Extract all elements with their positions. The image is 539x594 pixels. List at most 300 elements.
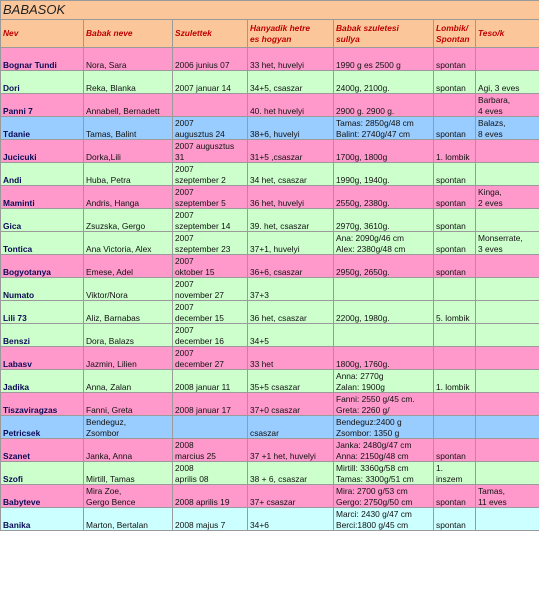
cell-szulettek[interactable]: [173, 278, 248, 301]
cell-teso[interactable]: [476, 163, 539, 186]
header-teso: [476, 20, 539, 48]
cell-line: 2008 majus 7: [175, 519, 226, 530]
cell-lombik-spontan[interactable]: [434, 278, 476, 301]
cell-line: Mira: 2700 g/53 cm: [336, 486, 408, 497]
cell-szulettek[interactable]: [173, 163, 248, 186]
cell-babak-neve[interactable]: [84, 71, 173, 94]
cell-line: 37+0 csaszar: [250, 404, 301, 415]
cell-suly[interactable]: [334, 163, 434, 186]
cell-babak-neve[interactable]: [84, 416, 173, 439]
cell-suly[interactable]: [334, 370, 434, 393]
cell-line: Jadika: [3, 381, 30, 392]
cell-line: Lili 73: [3, 312, 27, 323]
cell-line: 8 eves: [478, 128, 503, 139]
cell-line: 2007: [175, 279, 194, 290]
cell-het-es-mod[interactable]: [248, 508, 334, 531]
cell-lombik-spontan[interactable]: [434, 94, 476, 117]
cell-line: november 27: [175, 289, 224, 300]
cell-suly[interactable]: [334, 393, 434, 416]
table-row: [1, 508, 539, 531]
table-row: [1, 140, 539, 163]
cell-teso[interactable]: [476, 485, 539, 508]
cell-het-es-mod[interactable]: [248, 370, 334, 393]
cell-babak-neve[interactable]: [84, 94, 173, 117]
cell-teso[interactable]: [476, 508, 539, 531]
cell-suly[interactable]: [334, 278, 434, 301]
cell-nev[interactable]: [1, 416, 84, 439]
cell-line: Petricsek: [3, 427, 41, 438]
cell-szulettek[interactable]: [173, 71, 248, 94]
cell-teso[interactable]: [476, 439, 539, 462]
cell-line: Andris, Hanga: [86, 197, 140, 208]
cell-nev[interactable]: [1, 186, 84, 209]
cell-het-es-mod[interactable]: [248, 140, 334, 163]
cell-line: 1. lombik: [436, 151, 470, 162]
cell-line: 2950g, 2650g.: [336, 266, 390, 277]
cell-line: 2900 g. 2900 g.: [336, 105, 395, 116]
cell-line: Zsombor: [86, 427, 120, 438]
cell-line: 2008: [175, 440, 194, 451]
cell-nev[interactable]: [1, 71, 84, 94]
cell-lombik-spontan[interactable]: [434, 301, 476, 324]
cell-nev[interactable]: [1, 232, 84, 255]
cell-line: 1800g, 1760g.: [336, 358, 390, 369]
cell-teso[interactable]: [476, 347, 539, 370]
cell-szulettek[interactable]: [173, 393, 248, 416]
cell-line: Barbara,: [478, 95, 511, 106]
cell-line: 36+6, csaszar: [250, 266, 303, 277]
cell-nev[interactable]: [1, 347, 84, 370]
cell-babak-neve[interactable]: [84, 462, 173, 485]
cell-line: Balint: 2740g/47 cm: [336, 128, 411, 139]
header-suly: [334, 20, 434, 48]
cell-lombik-spontan[interactable]: [434, 209, 476, 232]
cell-het-es-mod[interactable]: [248, 278, 334, 301]
cell-lombik-spontan[interactable]: [434, 439, 476, 462]
cell-line: 2007: [175, 256, 194, 267]
cell-nev[interactable]: [1, 301, 84, 324]
cell-line: 1990 g es 2500 g: [336, 59, 401, 70]
cell-teso[interactable]: [476, 140, 539, 163]
table-row: [1, 255, 539, 278]
cell-line: Hanyadik hetre: [250, 23, 311, 34]
cell-teso[interactable]: [476, 186, 539, 209]
cell-suly[interactable]: [334, 439, 434, 462]
cell-line: Bendeguz:2400 g: [336, 417, 402, 428]
cell-line: Anna, Zalan: [86, 381, 132, 392]
cell-line: 5. lombik: [436, 312, 470, 323]
cell-szulettek[interactable]: [173, 186, 248, 209]
cell-line: 35+5 csaszar: [250, 381, 301, 392]
cell-het-es-mod[interactable]: [248, 232, 334, 255]
cell-line: Berci:1800 g/45 cm: [336, 519, 409, 530]
cell-lombik-spontan[interactable]: [434, 71, 476, 94]
cell-line: december 15: [175, 312, 224, 323]
cell-line: 4 eves: [478, 105, 503, 116]
cell-line: Monserrate,: [478, 233, 523, 244]
cell-lombik-spontan[interactable]: [434, 140, 476, 163]
cell-het-es-mod[interactable]: [248, 71, 334, 94]
cell-babak-neve[interactable]: [84, 163, 173, 186]
cell-het-es-mod[interactable]: [248, 163, 334, 186]
cell-lombik-spontan[interactable]: [434, 393, 476, 416]
cell-line: Lombik/: [436, 23, 469, 34]
cell-line: Gica: [3, 220, 22, 231]
cell-suly[interactable]: [334, 324, 434, 347]
cell-suly[interactable]: [334, 416, 434, 439]
cell-line: Marci: 2430 g/47 cm: [336, 509, 412, 520]
cell-het-es-mod[interactable]: [248, 117, 334, 140]
cell-het-es-mod[interactable]: [248, 324, 334, 347]
cell-line: Bendeguz,: [86, 417, 127, 428]
table-row: [1, 370, 539, 393]
cell-line: Tamas, Balint: [86, 128, 137, 139]
cell-szulettek[interactable]: [173, 140, 248, 163]
cell-line: spontan: [436, 519, 466, 530]
cell-line: 2007: [175, 164, 194, 175]
cell-line: 2006 junius 07: [175, 59, 230, 70]
cell-lombik-spontan[interactable]: [434, 186, 476, 209]
cell-nev[interactable]: [1, 278, 84, 301]
cell-line: 2007 januar 14: [175, 82, 231, 93]
sheet-title: BABASOK: [1, 1, 539, 20]
cell-het-es-mod[interactable]: [248, 462, 334, 485]
cell-szulettek[interactable]: [173, 255, 248, 278]
cell-nev[interactable]: [1, 163, 84, 186]
cell-line: Numato: [3, 289, 35, 300]
cell-line: 3 eves: [478, 243, 503, 254]
cell-nev[interactable]: [1, 485, 84, 508]
cell-line: Jazmin, Lilien: [86, 358, 137, 369]
cell-nev[interactable]: [1, 393, 84, 416]
cell-line: Nora, Sara: [86, 59, 127, 70]
table-row: [1, 94, 539, 117]
cell-lombik-spontan[interactable]: [434, 347, 476, 370]
table-row: [1, 186, 539, 209]
cell-line: Benszi: [3, 335, 30, 346]
cell-teso[interactable]: [476, 462, 539, 485]
cell-teso[interactable]: [476, 48, 539, 71]
cell-suly[interactable]: [334, 48, 434, 71]
cell-line: 11 eves: [478, 496, 507, 507]
cell-nev[interactable]: [1, 462, 84, 485]
table-row: [1, 48, 539, 71]
cell-teso[interactable]: [476, 71, 539, 94]
cell-teso[interactable]: [476, 255, 539, 278]
table-row: [1, 301, 539, 324]
cell-line: Ana Victoria, Alex: [86, 243, 152, 254]
cell-line: Mirtill, Tamas: [86, 473, 135, 484]
cell-line: Tamas: 3300g/51 cm: [336, 473, 414, 484]
cell-line: december 27: [175, 358, 224, 369]
cell-line: 2007: [175, 118, 194, 129]
cell-line: 40. het huvelyi: [250, 105, 305, 116]
cell-line: 33 het: [250, 358, 274, 369]
cell-teso[interactable]: [476, 278, 539, 301]
cell-szulettek[interactable]: [173, 462, 248, 485]
cell-teso[interactable]: [476, 209, 539, 232]
cell-nev[interactable]: [1, 508, 84, 531]
header-nev: [1, 20, 84, 48]
cell-lombik-spontan[interactable]: [434, 232, 476, 255]
cell-suly[interactable]: [334, 485, 434, 508]
cell-line: szeptember 2: [175, 174, 226, 185]
cell-suly[interactable]: [334, 140, 434, 163]
cell-line: Annabell, Bernadett: [86, 105, 160, 116]
cell-teso[interactable]: [476, 393, 539, 416]
cell-babak-neve[interactable]: [84, 485, 173, 508]
cell-het-es-mod[interactable]: [248, 393, 334, 416]
cell-line: 34 het, csaszar: [250, 174, 307, 185]
cell-het-es-mod[interactable]: [248, 439, 334, 462]
cell-szulettek[interactable]: [173, 324, 248, 347]
cell-lombik-spontan[interactable]: [434, 416, 476, 439]
cell-line: spontan: [436, 266, 466, 277]
cell-szulettek[interactable]: [173, 508, 248, 531]
cell-suly[interactable]: [334, 232, 434, 255]
cell-szulettek[interactable]: [173, 301, 248, 324]
cell-szulettek[interactable]: [173, 94, 248, 117]
cell-szulettek[interactable]: [173, 370, 248, 393]
cell-babak-neve[interactable]: [84, 255, 173, 278]
cell-line: csaszar: [250, 427, 279, 438]
cell-lombik-spontan[interactable]: [434, 163, 476, 186]
cell-lombik-spontan[interactable]: [434, 48, 476, 71]
cell-line: Zalan: 1900g: [336, 381, 385, 392]
cell-lombik-spontan[interactable]: [434, 508, 476, 531]
cell-suly[interactable]: [334, 462, 434, 485]
cell-szulettek[interactable]: [173, 416, 248, 439]
cell-line: es hogyan: [250, 33, 292, 44]
cell-het-es-mod[interactable]: [248, 301, 334, 324]
cell-teso[interactable]: [476, 232, 539, 255]
cell-line: 1990g, 1940g.: [336, 174, 390, 185]
cell-babak-neve[interactable]: [84, 209, 173, 232]
cell-babak-neve[interactable]: [84, 301, 173, 324]
cell-suly[interactable]: [334, 508, 434, 531]
cell-babak-neve[interactable]: [84, 324, 173, 347]
cell-suly[interactable]: [334, 117, 434, 140]
cell-line: spontan: [436, 174, 466, 185]
cell-line: Ana: 2090g/46 cm: [336, 233, 404, 244]
cell-line: spontan: [436, 243, 466, 254]
cell-szulettek[interactable]: [173, 209, 248, 232]
cell-lombik-spontan[interactable]: [434, 255, 476, 278]
cell-line: Szofi: [3, 473, 24, 484]
cell-line: 2007: [175, 210, 194, 221]
cell-suly[interactable]: [334, 71, 434, 94]
cell-line: Jucicuki: [3, 151, 37, 162]
cell-babak-neve[interactable]: [84, 347, 173, 370]
cell-babak-neve[interactable]: [84, 439, 173, 462]
cell-line: szeptember 5: [175, 197, 226, 208]
cell-szulettek[interactable]: [173, 347, 248, 370]
cell-line: 34+6: [250, 519, 269, 530]
cell-teso[interactable]: [476, 94, 539, 117]
cell-line: Janka: 2480g/47 cm: [336, 440, 412, 451]
cell-nev[interactable]: [1, 209, 84, 232]
cell-szulettek[interactable]: [173, 485, 248, 508]
cell-babak-neve[interactable]: [84, 393, 173, 416]
cell-szulettek[interactable]: [173, 48, 248, 71]
cell-line: Nev: [3, 28, 19, 39]
cell-line: Marton, Bertalan: [86, 519, 148, 530]
cell-suly[interactable]: [334, 186, 434, 209]
cell-lombik-spontan[interactable]: [434, 485, 476, 508]
cell-line: Agi, 3 eves: [478, 82, 520, 93]
cell-het-es-mod[interactable]: [248, 94, 334, 117]
cell-suly[interactable]: [334, 94, 434, 117]
cell-line: sullya: [336, 33, 360, 44]
cell-babak-neve[interactable]: [84, 117, 173, 140]
cell-babak-neve[interactable]: [84, 278, 173, 301]
cell-line: 31+5 ,csaszar: [250, 151, 303, 162]
cell-szulettek[interactable]: [173, 117, 248, 140]
cell-line: Zsuzska, Gergo: [86, 220, 146, 231]
cell-line: 2550g, 2380g.: [336, 197, 390, 208]
cell-line: 36 het, csaszar: [250, 312, 307, 323]
cell-line: 2970g, 3610g.: [336, 220, 390, 231]
cell-line: Anna: 2770g: [336, 371, 384, 382]
cell-line: 1. lombik: [436, 381, 470, 392]
table-row: [1, 324, 539, 347]
cell-line: Spontan: [436, 33, 470, 44]
cell-line: spontan: [436, 450, 466, 461]
cell-nev[interactable]: [1, 48, 84, 71]
cell-line: Szulettek: [175, 28, 212, 39]
cell-line: Reka, Blanka: [86, 82, 136, 93]
cell-line: 2008 januar 11: [175, 381, 231, 392]
cell-line: 37 +1 het, huvelyi: [250, 450, 316, 461]
cell-line: 36 het, huvelyi: [250, 197, 305, 208]
cell-line: december 16: [175, 335, 224, 346]
cell-suly[interactable]: [334, 347, 434, 370]
cell-babak-neve[interactable]: [84, 48, 173, 71]
table-row: [1, 485, 539, 508]
cell-lombik-spontan[interactable]: [434, 324, 476, 347]
cell-line: spontan: [436, 128, 466, 139]
table-row: [1, 439, 539, 462]
cell-line: aprilis 08: [175, 473, 209, 484]
cell-line: Fanni, Greta: [86, 404, 133, 415]
cell-het-es-mod[interactable]: [248, 347, 334, 370]
cell-line: 38+6, huvelyi: [250, 128, 300, 139]
cell-line: oktober 15: [175, 266, 215, 277]
cell-het-es-mod[interactable]: [248, 416, 334, 439]
cell-babak-neve[interactable]: [84, 186, 173, 209]
cell-line: Teso/k: [478, 28, 505, 39]
cell-lombik-spontan[interactable]: [434, 117, 476, 140]
cell-nev[interactable]: [1, 94, 84, 117]
cell-teso[interactable]: [476, 416, 539, 439]
cell-teso[interactable]: [476, 117, 539, 140]
table-row: [1, 232, 539, 255]
table-row: [1, 347, 539, 370]
cell-line: Babyteve: [3, 496, 41, 507]
cell-line: Tamas: 2850g/48 cm: [336, 118, 414, 129]
cell-line: Anna: 2150g/48 cm: [336, 450, 409, 461]
cell-babak-neve[interactable]: [84, 140, 173, 163]
cell-babak-neve[interactable]: [84, 370, 173, 393]
cell-line: 2007: [175, 325, 194, 336]
cell-teso[interactable]: [476, 370, 539, 393]
cell-line: Emese, Adel: [86, 266, 134, 277]
table-row: [1, 163, 539, 186]
cell-nev[interactable]: [1, 140, 84, 163]
cell-line: marcius 25: [175, 450, 216, 461]
header-het-es-mod: [248, 20, 334, 48]
cell-nev[interactable]: [1, 255, 84, 278]
cell-teso[interactable]: [476, 324, 539, 347]
cell-line: 34+5: [250, 335, 269, 346]
cell-lombik-spontan[interactable]: [434, 462, 476, 485]
cell-line: Labasv: [3, 358, 32, 369]
table-row: [1, 393, 539, 416]
cell-het-es-mod[interactable]: [248, 255, 334, 278]
table-row: [1, 209, 539, 232]
cell-nev[interactable]: [1, 117, 84, 140]
cell-line: Maminti: [3, 197, 35, 208]
cell-szulettek[interactable]: [173, 232, 248, 255]
cell-babak-neve[interactable]: [84, 232, 173, 255]
cell-lombik-spontan[interactable]: [434, 370, 476, 393]
cell-line: 2400g, 2100g.: [336, 82, 390, 93]
table-row: [1, 117, 539, 140]
cell-line: 1.: [436, 463, 443, 474]
cell-line: 39. het, csaszar: [250, 220, 310, 231]
cell-line: spontan: [436, 59, 466, 70]
cell-line: inszem: [436, 473, 463, 484]
cell-suly[interactable]: [334, 301, 434, 324]
cell-line: Tontica: [3, 243, 33, 254]
cell-line: Babak szuletesi: [336, 23, 399, 34]
cell-het-es-mod[interactable]: [248, 186, 334, 209]
cell-line: 37+3: [250, 289, 269, 300]
cell-line: spontan: [436, 496, 466, 507]
cell-line: Dora, Balazs: [86, 335, 134, 346]
cell-line: 2007: [175, 233, 194, 244]
cell-line: Mira Zoe,: [86, 486, 122, 497]
cell-line: Tiszaviragzas: [3, 404, 58, 415]
cell-line: Huba, Petra: [86, 174, 131, 185]
cell-line: Tdanie: [3, 128, 30, 139]
cell-nev[interactable]: [1, 439, 84, 462]
cell-line: 2007: [175, 302, 194, 313]
cell-line: szeptember 23: [175, 243, 231, 254]
cell-line: Alex: 2380g/48 cm: [336, 243, 406, 254]
table-row: [1, 278, 539, 301]
cell-line: szeptember 14: [175, 220, 231, 231]
cell-line: 37+ csaszar: [250, 496, 296, 507]
cell-het-es-mod[interactable]: [248, 48, 334, 71]
cell-het-es-mod[interactable]: [248, 485, 334, 508]
cell-het-es-mod[interactable]: [248, 209, 334, 232]
cell-suly[interactable]: [334, 255, 434, 278]
cell-nev[interactable]: [1, 370, 84, 393]
cell-line: Panni 7: [3, 105, 33, 116]
cell-szulettek[interactable]: [173, 439, 248, 462]
cell-line: Balazs,: [478, 118, 506, 129]
cell-nev[interactable]: [1, 324, 84, 347]
cell-babak-neve[interactable]: [84, 508, 173, 531]
cell-line: Dori: [3, 82, 20, 93]
cell-line: Gergo Bence: [86, 496, 136, 507]
cell-suly[interactable]: [334, 209, 434, 232]
cell-teso[interactable]: [476, 301, 539, 324]
cell-line: spontan: [436, 220, 466, 231]
cell-line: Babak neve: [86, 28, 133, 39]
header-szulettek: [173, 20, 248, 48]
